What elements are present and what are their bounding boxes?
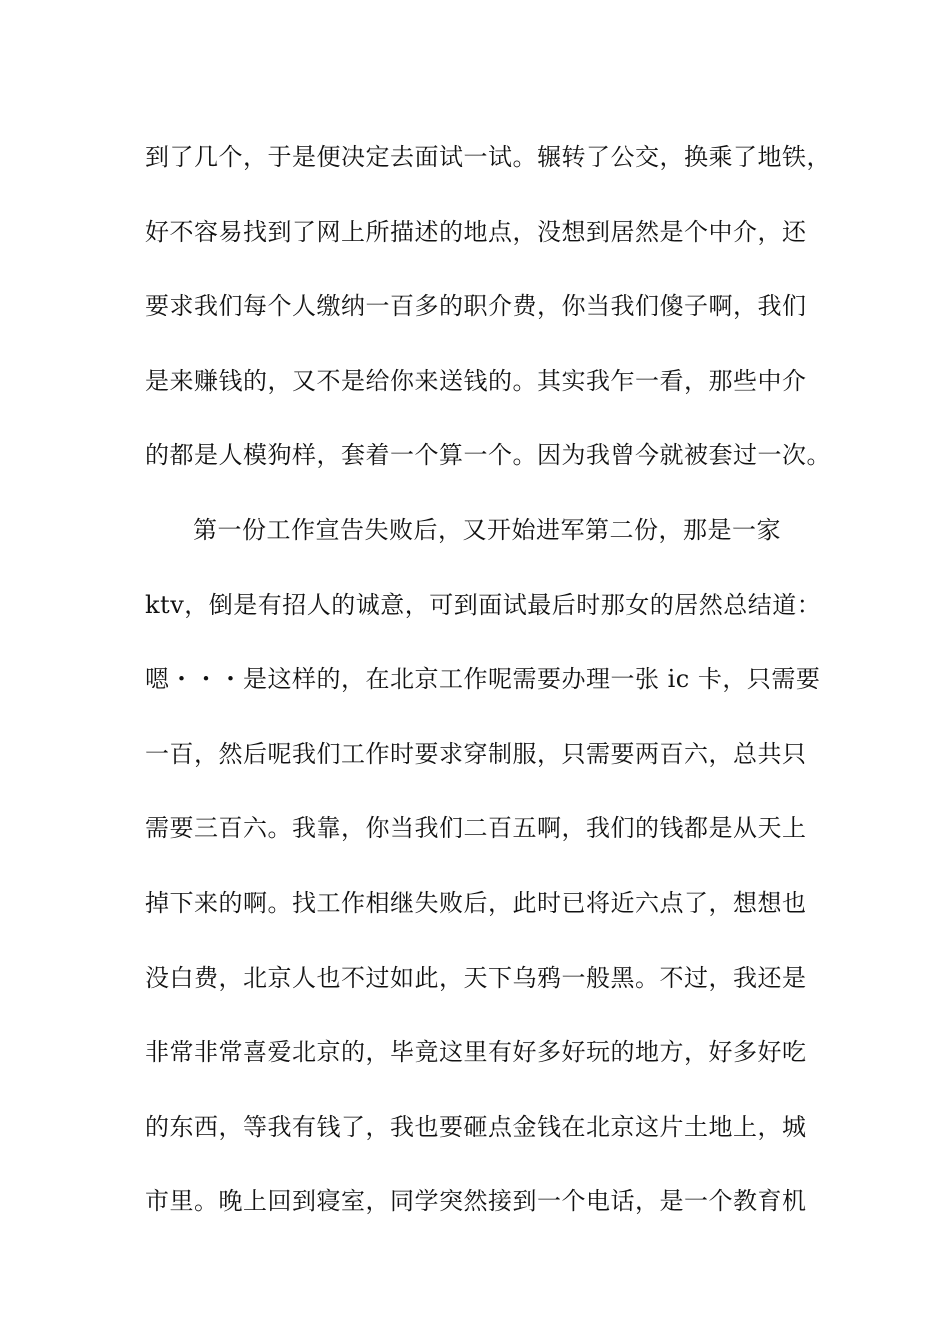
body-text bbox=[145, 132, 831, 1251]
text-line-5: 的都是人模狗样，套着一个算一个。因为我曾今就被套过一次。 bbox=[145, 441, 831, 470]
text-line-7: ktv，倒是有招人的诚意，可到面试最后时那女的居然总结道： bbox=[145, 590, 822, 619]
text-line-2: 好不容易找到了网上所描述的地点，没想到居然是个中介，还 bbox=[145, 217, 807, 246]
text-line-15: 市里。晚上回到寝室，同学突然接到一个电话，是一个教育机 bbox=[145, 1187, 807, 1216]
paragraph-start-line: 第一份工作宣告失败后，又开始进军第二份，那是一家 bbox=[193, 515, 781, 544]
text-line-10: 需要三百六。我靠，你当我们二百五啊，我们的钱都是从天上 bbox=[145, 814, 807, 843]
text-line-12: 没白费，北京人也不过如此，天下乌鸦一般黑。不过，我还是 bbox=[145, 963, 807, 992]
text-line-4: 是来赚钱的，又不是给你来送钱的。其实我乍一看，那些中介 bbox=[145, 366, 807, 395]
text-line-14: 的东西，等我有钱了，我也要砸点金钱在北京这片土地上，城 bbox=[145, 1112, 807, 1141]
text-line-8: 嗯・・・是这样的，在北京工作呢需要办理一张 ic 卡，只需要 bbox=[145, 665, 821, 694]
text-line-11: 掉下来的啊。找工作相继失败后，此时已将近六点了，想想也 bbox=[145, 888, 807, 917]
text-line-3: 要求我们每个人缴纳一百多的职介费，你当我们傻子啊，我们 bbox=[145, 292, 807, 321]
text-line-9: 一百，然后呢我们工作时要求穿制服，只需要两百六，总共只 bbox=[145, 739, 807, 768]
text-line-1: 到了几个，于是便决定去面试一试。辗转了公交，换乘了地铁， bbox=[145, 143, 831, 171]
text-line-13: 非常非常喜爱北京的，毕竟这里有好多好玩的地方，好多好吃 bbox=[145, 1038, 807, 1067]
